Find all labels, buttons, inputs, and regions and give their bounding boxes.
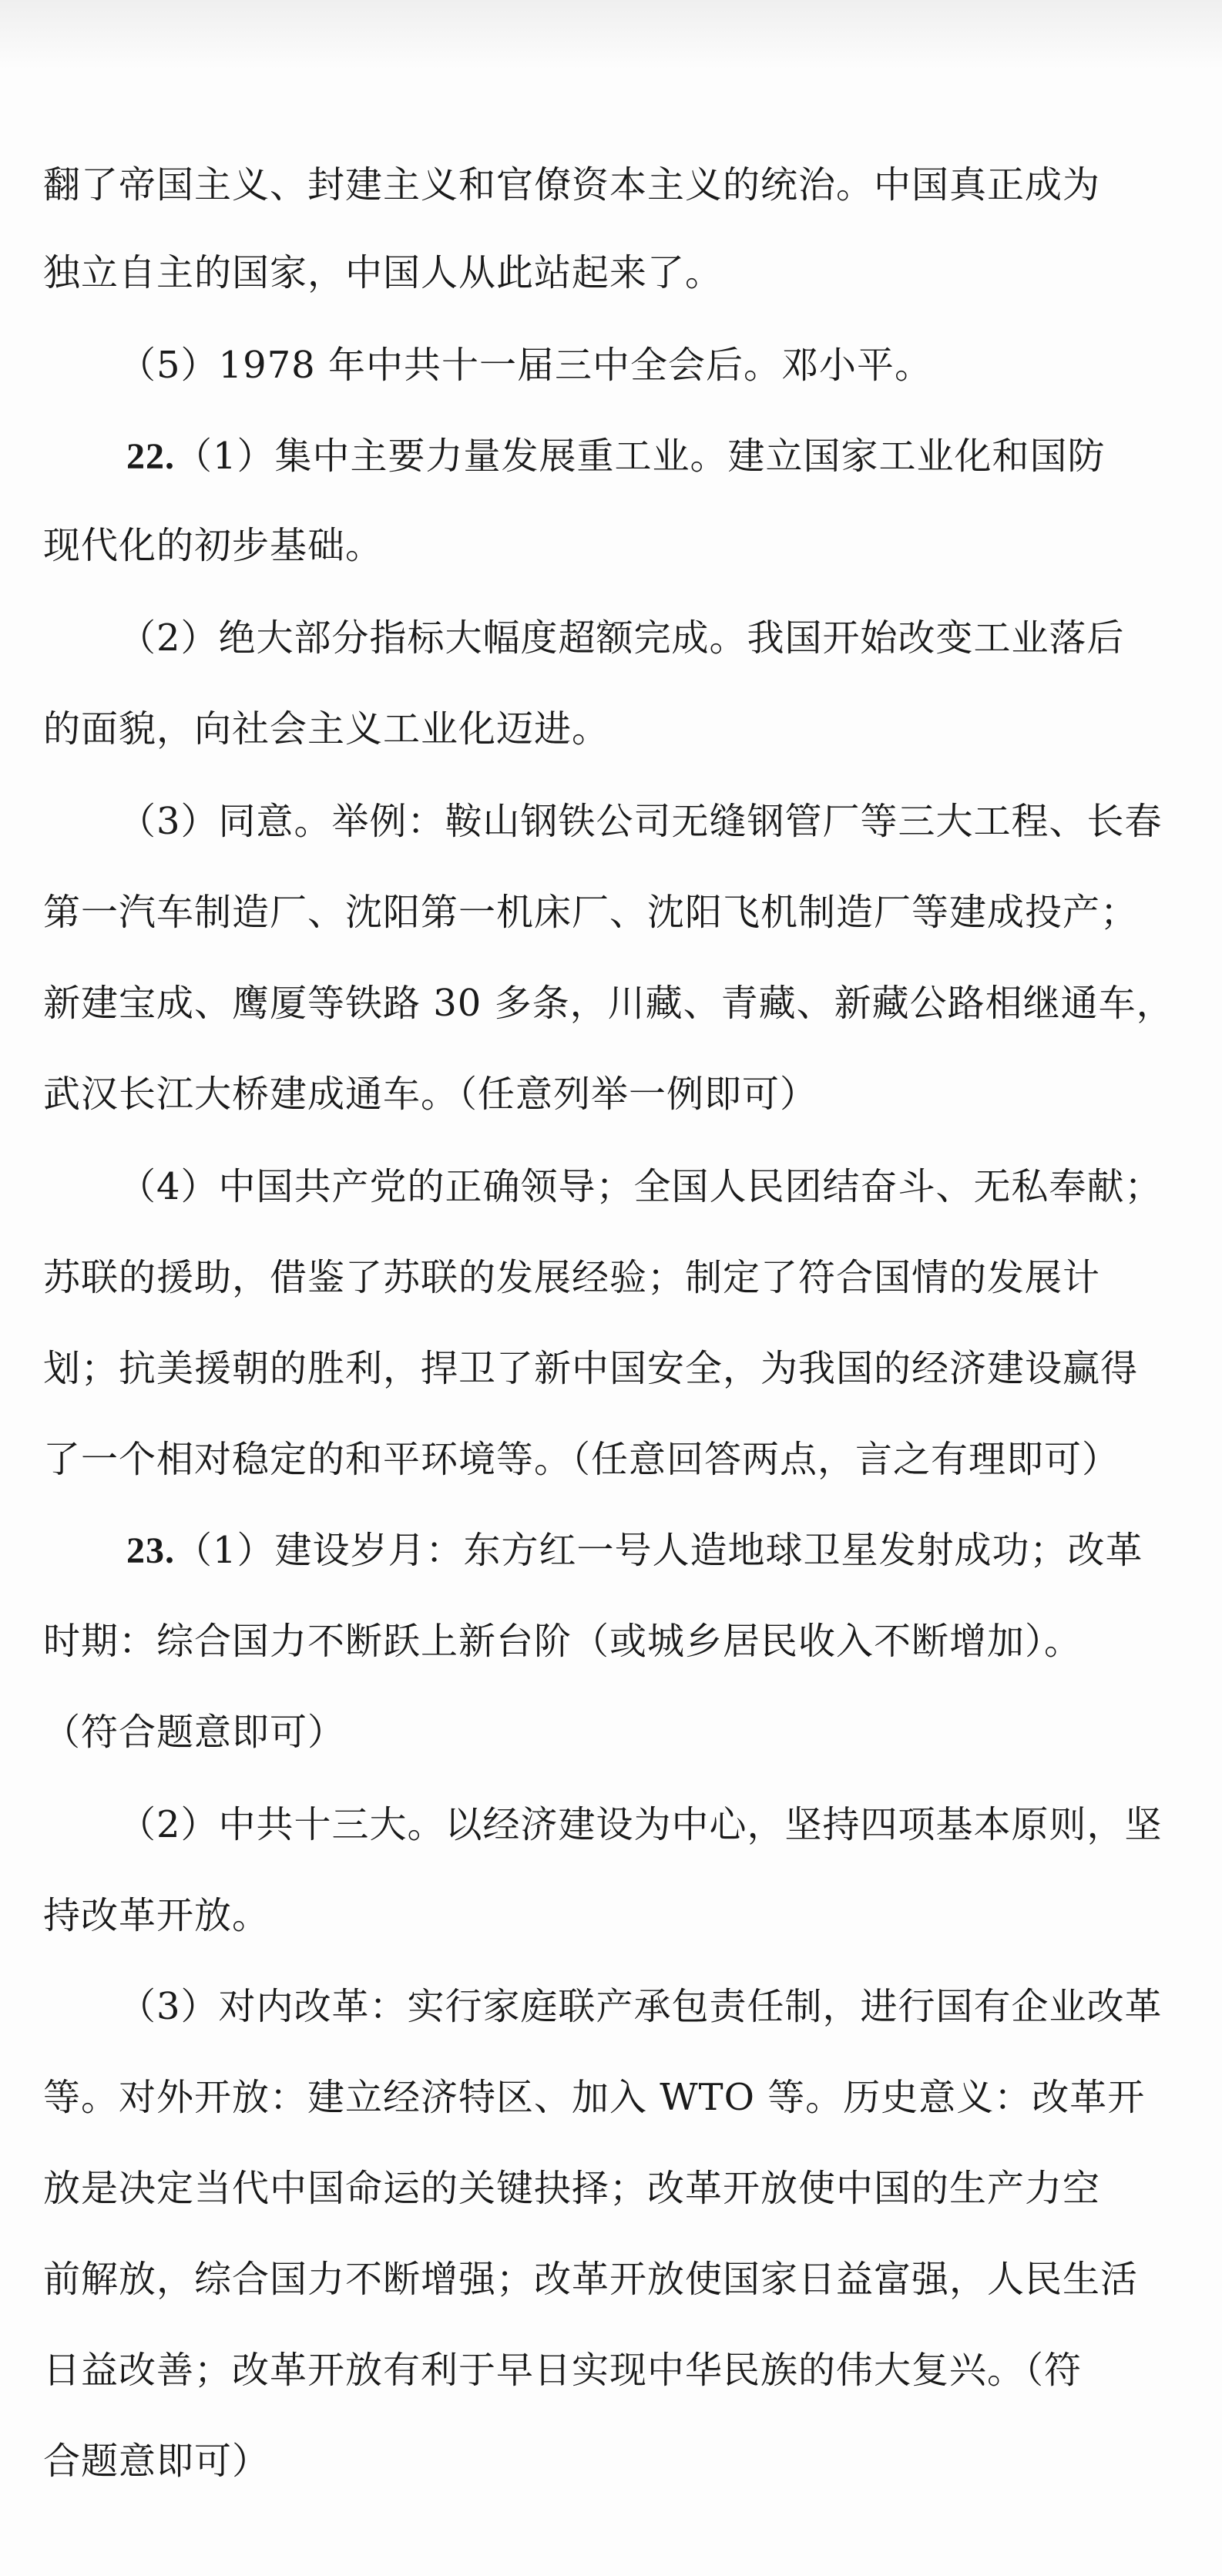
text-line-5: 现代化的初步基础。	[43, 524, 384, 567]
text-line-14: 划；抗美援朝的胜利，捍卫了新中国安全，为我国的经济建设赢得	[43, 1347, 1139, 1390]
text-line-3: （5）1978 年中共十一届三中全会后。邓小平。	[119, 344, 932, 387]
text-line-18: （符合题意即可）	[43, 1711, 346, 1754]
text-line-26: 合题意即可）	[43, 2440, 270, 2483]
text-line-7: 的面貌，向社会主义工业化迈进。	[43, 707, 610, 751]
question-22-line-1: 22.（1）集中主要力量发展重工业。建立国家工业化和国防	[126, 435, 1106, 478]
text-line-2: 独立自主的国家，中国人从此站起来了。	[43, 251, 723, 294]
text-line-15: 了一个相对稳定的和平环境等。（任意回答两点，言之有理即可）	[43, 1438, 1120, 1481]
text-line-1: 翻了帝国主义、封建主义和官僚资本主义的统治。中国真正成为	[43, 163, 1101, 207]
text-line-24: 前解放，综合国力不断增强；改革开放使国家日益富强，人民生活	[43, 2258, 1139, 2301]
question-23-line-1: 23.（1）建设岁月：东方红一号人造地球卫星发射成功；改革	[126, 1529, 1143, 1572]
text-line-13: 苏联的援助，借鉴了苏联的发展经验；制定了符合国情的发展计	[43, 1256, 1101, 1299]
text-line-11: 武汉长江大桥建成通车。（任意列举一例即可）	[43, 1073, 818, 1116]
text-line-8: （3）同意。举例：鞍山钢铁公司无缝钢管厂等三大工程、长春	[119, 800, 1163, 843]
text-line-21: （3）对内改革：实行家庭联产承包责任制，进行国有企业改革	[119, 1985, 1163, 2028]
text-line-20: 持改革开放。	[43, 1894, 270, 1937]
text-line-6: （2）绝大部分指标大幅度超额完成。我国开始改变工业落后	[119, 616, 1125, 660]
text-line-22: 等。对外开放：建立经济特区、加入 WTO 等。历史意义：改革开	[43, 2076, 1146, 2119]
text-line-19: （2）中共十三大。以经济建设为中心，坚持四项基本原则，坚	[119, 1803, 1163, 1846]
text-line-12: （4）中国共产党的正确领导；全国人民团结奋斗、无私奉献；	[119, 1165, 1163, 1208]
text-line-25: 日益改善；改革开放有利于早日实现中华民族的伟大复兴。（符	[43, 2349, 1083, 2392]
question-number-22: 22.	[126, 436, 175, 477]
text-line-10: 新建宝成、鹰厦等铁路 30 多条，川藏、青藏、新藏公路相继通车，	[43, 982, 1174, 1025]
text-line-9: 第一汽车制造厂、沈阳第一机床厂、沈阳飞机制造厂等建成投产；	[43, 891, 1139, 934]
text-line-17: 时期：综合国力不断跃上新台阶（或城乡居民收入不断增加）。	[43, 1620, 1083, 1663]
question-number-23: 23.	[126, 1530, 175, 1571]
scan-top-shade	[0, 0, 1222, 69]
text-line-23: 放是决定当代中国命运的关键抉择；改革开放使中国的生产力空	[43, 2167, 1101, 2210]
